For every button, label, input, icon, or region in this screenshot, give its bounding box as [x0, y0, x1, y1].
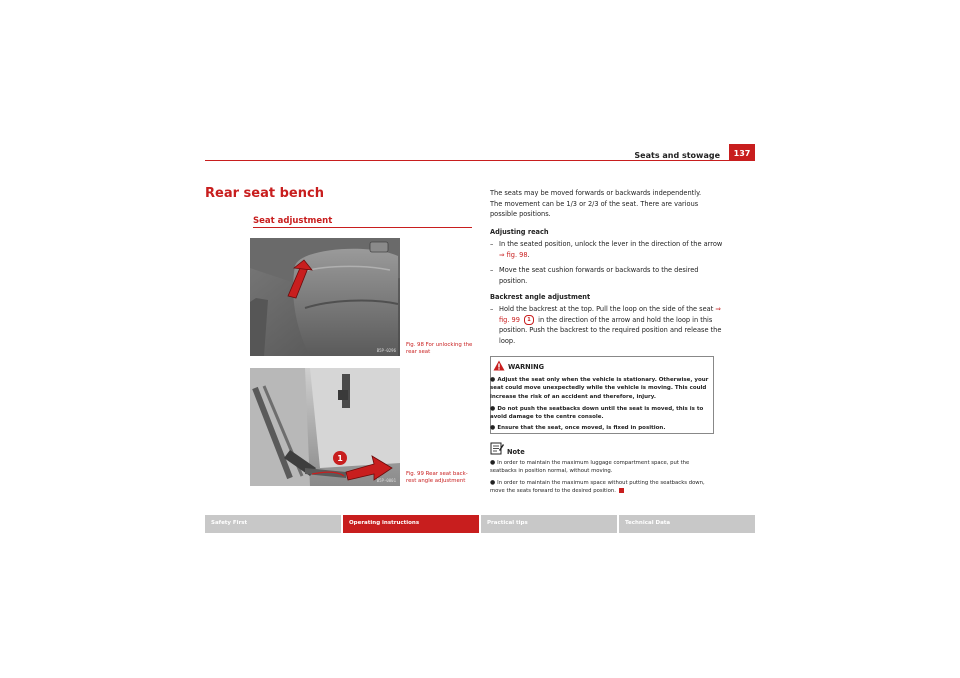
- backrest-step-text-b: in the direction of the arrow and hold the loop in this position. Push the backrest to the required position and release the loop.: [499, 315, 722, 345]
- section-title: Seats and stowage: [634, 151, 720, 160]
- figure-99-callout: 1: [337, 454, 343, 463]
- figure-99-image: [250, 368, 400, 486]
- reach-step-1-text: In the seated position, unlock the lever in the direction of the arrow: [499, 240, 723, 248]
- reach-heading: Adjusting reach: [490, 228, 549, 236]
- end-of-section-marker: [619, 488, 624, 493]
- note-title: Note: [507, 448, 525, 456]
- reach-step-2: – Move the seat cushion forwards or backwards to the desired position.: [490, 266, 699, 285]
- figure-98-caption: Fig. 98 For unlocking the rear seat: [406, 342, 473, 355]
- figure-98-reference[interactable]: ⇒ fig. 98: [499, 250, 528, 259]
- warning-icon: [493, 360, 505, 371]
- figure-99-reference[interactable]: ⇒ fig. 99: [499, 305, 721, 324]
- reach-step-2-text: Move the seat cushion forwards or backwards to the desired position.: [499, 266, 699, 285]
- page-title: Rear seat bench: [205, 186, 324, 201]
- note-item-2: ● In order to maintain the maximum space without putting the seatbacks down, move the seats forward to the desired position.: [490, 479, 705, 495]
- figure-98-code: B5P-0296: [376, 348, 396, 353]
- page-number: 137: [729, 144, 755, 161]
- reach-step-1: – In the seated position, unlock the lever in the direction of the arrow ⇒ fig. 98.: [490, 240, 723, 259]
- note-item-1: ● In order to maintain the maximum luggage compartment space, put the seatbacks in position normal, without moving.: [490, 459, 690, 475]
- backrest-step: – Hold the backrest at the top. Pull the loop on the side of the seat ⇒ fig. 99 1 in the direction of the arrow and hold the loop in this position. Push the backrest to the required position and release the loop.: [490, 305, 722, 345]
- warning-title: WARNING: [508, 363, 545, 371]
- section-subtitle: Seat adjustment: [253, 216, 333, 226]
- tab-operating-instructions[interactable]: Operating instructions: [343, 515, 479, 533]
- intro-paragraph: The seats may be moved forwards or backwards independently. The movement can be 1/3 or 2/3 of the seat. There are various possible positions.: [490, 189, 702, 218]
- figure-98-image: [250, 238, 400, 356]
- warning-item-3: ● Ensure that the seat, once moved, is fixed in position.: [490, 424, 666, 431]
- warning-item-2: ● Do not push the seatbacks down until the seat is moved, this is to avoid damage to the centre console.: [490, 405, 704, 421]
- tab-technical-data[interactable]: Technical Data: [619, 515, 755, 533]
- tab-safety-first[interactable]: Safety First: [205, 515, 341, 533]
- figure-99-code: B5P-0001: [376, 478, 396, 483]
- warning-item-2-text: Do not push the seatbacks down until the seat is moved, this is to avoid damage to the centre console.: [490, 406, 704, 421]
- callout-1-badge: 1: [524, 315, 534, 325]
- figure-99-caption: Fig. 99 Rear seat back-rest angle adjustment: [406, 471, 468, 484]
- subtitle-rule: [253, 227, 472, 228]
- note-item-2-text: In order to maintain the maximum space without putting the seatbacks down, move the seats forward to the desired position.: [490, 480, 705, 495]
- note-item-1-text: In order to maintain the maximum luggage compartment space, put the seatbacks in position normal, without moving.: [490, 460, 690, 475]
- backrest-step-text-a: Hold the backrest at the top. Pull the loop on the side of the seat: [499, 305, 714, 313]
- warning-item-1: ● Adjust the seat only when the vehicle is stationary. Otherwise, your seat could move unexpectedly while the vehicle is moving. This could increase the risk of an accident and therefore, injury.: [490, 376, 709, 400]
- backrest-heading: Backrest angle adjustment: [490, 293, 591, 301]
- tab-practical-tips[interactable]: Practical tips: [481, 515, 617, 533]
- note-icon: [490, 442, 504, 455]
- warning-item-3-text: Ensure that the seat, once moved, is fixed in position.: [497, 425, 666, 431]
- header-rule: [205, 160, 755, 161]
- warning-item-1-text: Adjust the seat only when the vehicle is stationary. Otherwise, your seat could move unexpectedly while the vehicle is moving. This could increase the risk of an accident and therefore, injury.: [490, 377, 709, 400]
